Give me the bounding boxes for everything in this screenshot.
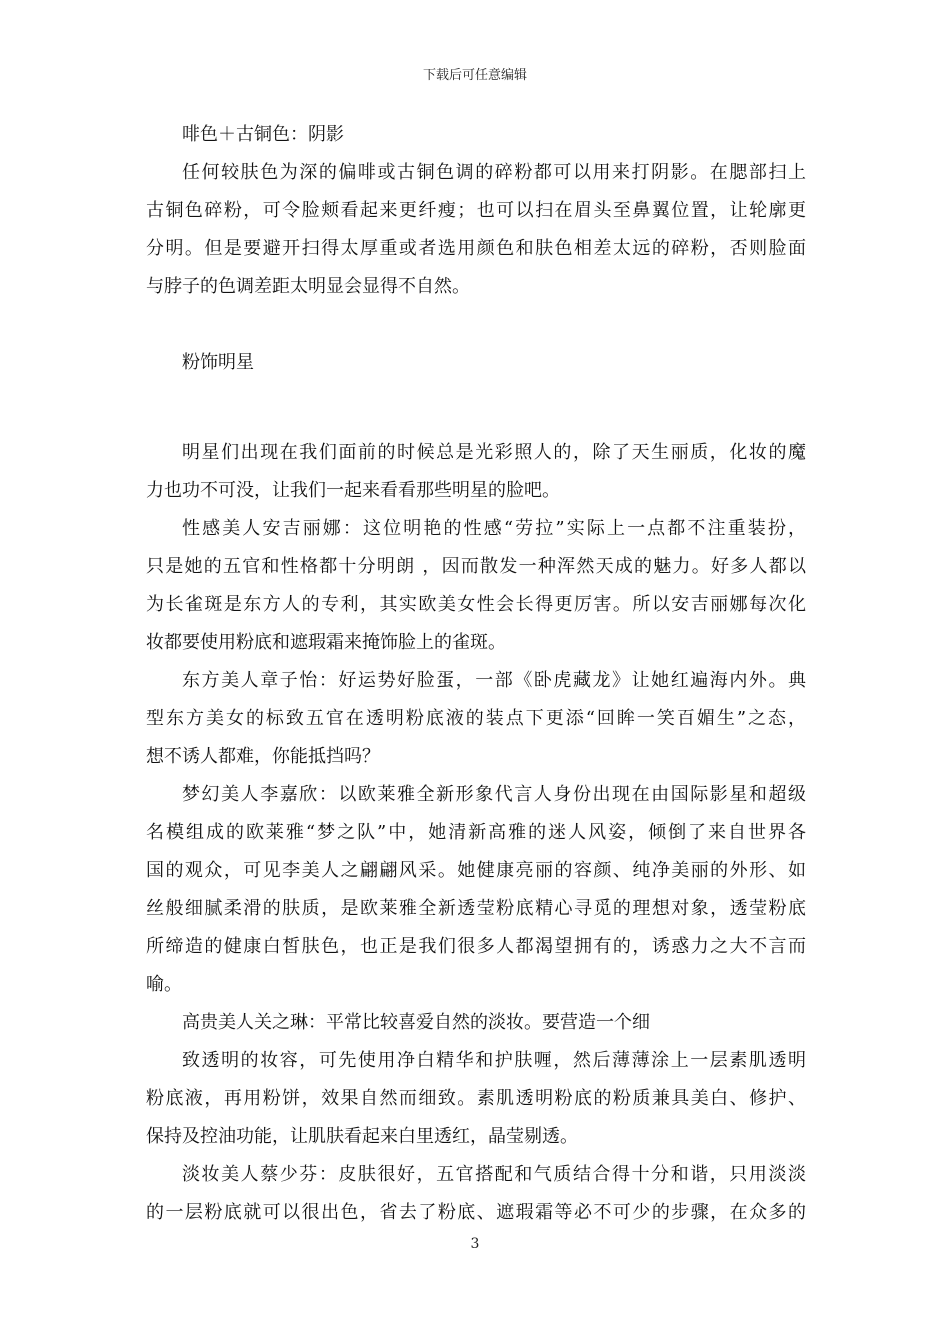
paragraph-line: 明星们出现在我们面前的时候总是光彩照人的，除了天生丽质，化妆的魔 [182, 442, 806, 463]
paragraph-line: 性感美人安吉丽娜：这位明艳的性感“劳拉”实际上一点都不注重装扮， [182, 518, 806, 539]
paragraph-line: 与脖子的色调差距太明显会显得不自然。 [146, 276, 470, 297]
paragraph-line: 保持及控油功能，让肌肤看起来白里透红，晶莹剔透。 [146, 1126, 578, 1147]
paragraph-line: 想不诱人都难，你能抵挡吗？ [146, 746, 380, 767]
paragraph-line: 型东方美女的标致五官在透明粉底液的装点下更添“回眸一笑百媚生”之态， [146, 708, 806, 729]
paragraph-line: 梦幻美人李嘉欣：以欧莱雅全新形象代言人身份出现在由国际影星和超级 [182, 784, 806, 805]
paragraph-line: 力也功不可没，让我们一起来看看那些明星的脸吧。 [146, 480, 560, 501]
paragraph-line: 的一层粉底就可以很出色，省去了粉底、遮瑕霜等必不可少的步骤，在众多的 [146, 1202, 806, 1223]
section-heading: 啡色＋古铜色：阴影 [182, 124, 344, 145]
paragraph-line: 古铜色碎粉，可令脸颊看起来更纤瘦；也可以扫在眉头至鼻翼位置，让轮廓更 [146, 200, 806, 221]
section-title: 粉饰明星 [182, 352, 254, 373]
paragraph-line: 只是她的五官和性格都十分明朗 ，因而散发一种浑然天成的魅力。好多人都以 [146, 556, 806, 577]
paragraph-line: 东方美人章子怡：好运势好脸蛋，一部《卧虎藏龙》让她红遍海内外。典 [182, 670, 806, 691]
paragraph-line: 淡妆美人蔡少芬：皮肤很好，五官搭配和气质结合得十分和谐，只用淡淡 [182, 1164, 806, 1185]
paragraph-line: 喻。 [146, 974, 182, 995]
paragraph-line: 致透明的妆容，可先使用净白精华和护肤喱，然后薄薄涂上一层素肌透明 [182, 1050, 806, 1071]
paragraph-line: 名模组成的欧莱雅“梦之队”中，她清新高雅的迷人风姿，倾倒了来自世界各 [146, 822, 806, 843]
paragraph-line: 为长雀斑是东方人的专利，其实欧美女性会长得更厉害。所以安吉丽娜每次化 [146, 594, 806, 615]
paragraph-line: 妆都要使用粉底和遮瑕霜来掩饰脸上的雀斑。 [146, 632, 506, 653]
spacer [146, 306, 806, 344]
document-body [146, 116, 806, 1232]
page-number: 3 [470, 1236, 480, 1252]
paragraph-line: 粉底液，再用粉饼，效果自然而细致。素肌透明粉底的粉质兼具美白、修护、 [146, 1088, 806, 1109]
paragraph-line: 高贵美人关之琳：平常比较喜爱自然的淡妆。要营造一个细 [182, 1012, 650, 1033]
paragraph-line: 分明。但是要避开扫得太厚重或者选用颜色和肤色相差太远的碎粉，否则脸面 [146, 238, 806, 259]
paragraph-line: 国的观众，可见李美人之翩翩风采。她健康亮丽的容颜、纯净美丽的外形、如 [146, 860, 806, 881]
paragraph-line: 丝般细腻柔滑的肤质，是欧莱雅全新透莹粉底精心寻觅的理想对象，透莹粉底 [146, 898, 806, 919]
paragraph-line: 所缔造的健康白皙肤色，也正是我们很多人都渴望拥有的，诱惑力之大不言而 [146, 936, 806, 957]
page-header: 下载后可任意编辑 [422, 68, 527, 83]
spacer [146, 382, 806, 434]
paragraph-line: 任何较肤色为深的偏啡或古铜色调的碎粉都可以用来打阴影。在腮部扫上 [182, 162, 806, 183]
